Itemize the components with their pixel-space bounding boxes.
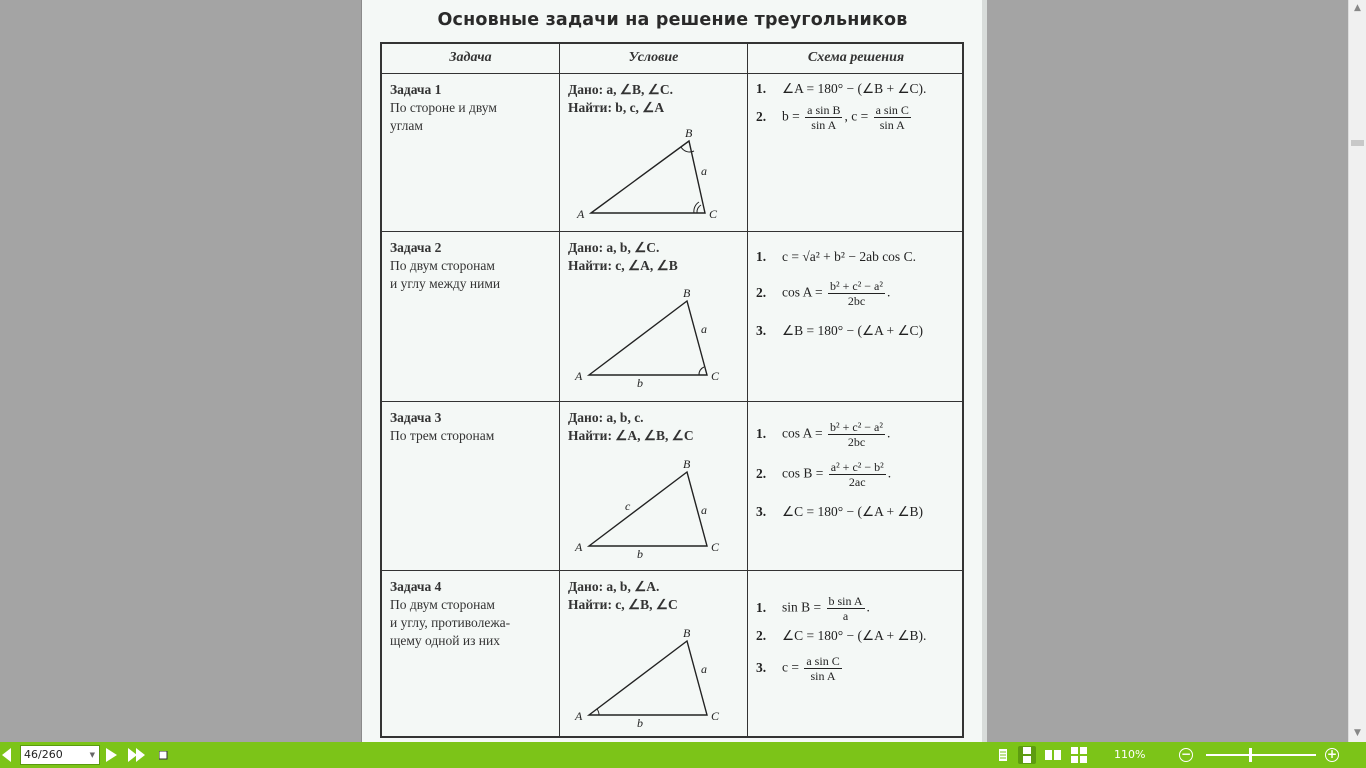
side-label-b: b [637,376,643,390]
task-name: Задача 4 [390,579,442,594]
vertex-label-b: B [683,626,691,640]
task-desc-line: По двум сторонам [390,258,495,273]
two-page-view-icon[interactable] [1044,746,1062,764]
document-page [362,0,983,742]
vertex-label-b: B [685,126,693,140]
task-desc-line: углам [390,118,423,133]
solution-step: 3. c = $\frac{\text{a sin C}}{\text{sin A}}$ [756,654,840,683]
task-4 [390,578,510,650]
solution-step: 2. cos A = $\frac{\text{b² + c² − a²}}{2bc}$ . [756,279,891,308]
solution-step: 3. ∠C = 180° − (∠A + ∠B) [756,504,924,519]
table-divider [747,44,748,736]
vertex-label-c: C [709,207,718,221]
vertex-label-a: A [575,709,583,723]
task-name: Задача 3 [390,410,442,425]
page-title: Основные задачи на решение треугольников [437,10,908,30]
last-page-icon[interactable] [128,748,146,762]
table-divider [382,570,962,571]
triangle-diagram-2 [575,286,727,390]
single-page-view-icon[interactable] [994,746,1012,764]
side-label-a: a [701,662,707,676]
task-2 [390,239,500,293]
zoom-out-icon[interactable]: − [1180,747,1192,761]
side-label-a: a [701,322,707,336]
side-label-a: a [701,164,707,178]
scroll-up-icon[interactable]: ▲ [1354,3,1361,13]
find-text: Найти: c, ∠B, ∠C [568,597,678,612]
table-divider [382,231,962,232]
page-number-input[interactable]: 46/260 ▼ [20,745,100,765]
header-condition: Условие [628,50,679,65]
task-desc-line: По двум сторонам [390,597,495,612]
task-3 [390,409,494,445]
table-divider [382,401,962,402]
continuous-view-icon[interactable] [1018,746,1036,764]
solution-step: 2. b = $\frac{\text{a sin B}}{\text{sin A}}$ , c = $\frac{\text{a sin C}}{\text{sin A}}$ [756,103,909,132]
table-divider [382,73,962,74]
given-text: Дано: a, b, ∠A. [568,579,660,594]
solutions-table [380,42,964,738]
header-task: Задача [449,50,492,65]
task-desc-line: и углу между ними [390,276,501,291]
task-desc-line: По трем сторонам [390,428,495,443]
solution-step: 1. ∠A = 180° − (∠B + ∠C). [756,81,927,96]
table-divider [559,44,560,736]
scroll-down-icon[interactable]: ▼ [1354,728,1361,738]
bottom-toolbar [0,742,1366,768]
zoom-slider[interactable] [1206,754,1316,756]
two-page-continuous-icon[interactable] [1070,746,1088,764]
side-label-a: a [701,503,707,517]
solution-step: 1. cos A = $\frac{\text{b² + c² − a²}}{2bc}$ . [756,420,891,449]
triangle-diagram-4 [575,626,727,730]
task-1 [390,81,497,135]
side-label-b: b [637,547,643,561]
task-desc-line: и углу, противолежа- [390,615,511,630]
zoom-level: 110% [1114,748,1146,761]
vertex-label-c: C [711,540,720,554]
vertex-label-b: B [683,286,691,300]
condition-1 [568,81,673,117]
task-name: Задача 2 [390,240,442,255]
solution-step: 1. sin B = $\frac{\text{b sin A}}{a}$ . [756,594,870,623]
vertex-label-a: A [575,540,583,554]
task-desc-line: По стороне и двум [390,100,497,115]
find-text: Найти: b, c, ∠A [568,100,665,115]
given-text: Дано: a, b, ∠C. [568,240,660,255]
vertex-label-c: C [711,369,720,383]
vertex-label-c: C [711,709,720,723]
task-desc-line: щему одной из них [390,633,500,648]
condition-2 [568,239,678,275]
chevron-down-icon[interactable]: ▼ [89,751,95,759]
condition-3 [568,409,694,445]
header-solution: Схема решения [807,50,905,65]
stop-icon[interactable] [159,751,168,760]
vertex-label-a: A [575,369,583,383]
solution-step: 2. cos B = $\frac{\text{a² + c² − b²}}{2ac}$ . [756,460,892,489]
prev-page-icon[interactable] [2,748,12,762]
solution-step: 2. ∠C = 180° − (∠A + ∠B). [756,628,927,643]
condition-4 [568,578,678,614]
zoom-in-icon[interactable]: + [1326,747,1338,761]
side-label-c: c [625,499,631,513]
given-text: Дано: a, b, c. [568,410,644,425]
page-edge [982,0,987,742]
triangle-diagram-3 [575,457,727,561]
find-text: Найти: c, ∠A, ∠B [568,258,678,273]
vertical-scrollbar[interactable] [1348,0,1366,742]
solution-step: 3. ∠B = 180° − (∠A + ∠C) [756,323,924,338]
vertex-label-a: A [577,207,585,221]
given-text: Дано: a, ∠B, ∠C. [568,82,674,97]
scroll-thumb[interactable] [1351,140,1364,146]
find-text: Найти: ∠A, ∠B, ∠C [568,428,694,443]
next-page-icon[interactable] [106,748,117,762]
vertex-label-b: B [683,457,691,471]
zoom-slider-handle[interactable] [1249,748,1252,762]
side-label-b: b [637,716,643,730]
triangle-diagram-1 [577,126,727,224]
solution-step: 1. c = √a² + b² − 2ab cos C. [756,249,916,264]
task-name: Задача 1 [390,82,442,97]
